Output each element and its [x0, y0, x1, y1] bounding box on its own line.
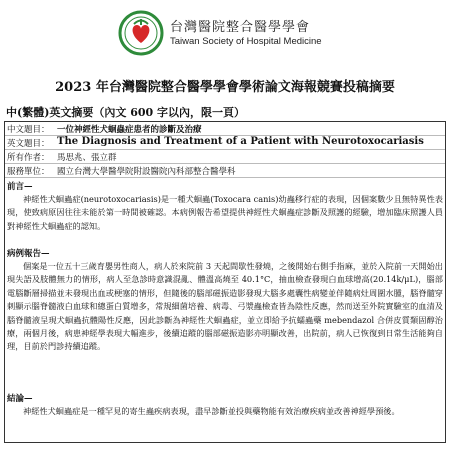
authors-row: [5, 150, 445, 164]
org-name-zh: 台灣醫院整合醫學學會: [170, 20, 311, 35]
case-heading: 病例報告—: [7, 249, 50, 259]
conclusion-paragraph: 神經性犬蛔蟲症是一種罕見的寄生蟲疾病表現，盡早診斷並投與藥物能有效治療疾病並改善神經學預後。: [23, 406, 400, 416]
institution-row: [5, 164, 445, 178]
institution-label: 服務單位：: [7, 167, 50, 177]
zh-title-value: 一位神經性犬蛔蟲症患者的診斷及治療: [57, 125, 202, 135]
society-header: [118, 10, 358, 56]
abstract-form: [4, 121, 446, 443]
conclusion-heading: 結論—: [7, 394, 33, 404]
document-subtitle: 中(繁體)英文摘要（內文 600 字以內，限一頁）: [6, 106, 246, 119]
society-logo-icon: [118, 10, 164, 56]
en-title-label: 英文題目：: [7, 139, 50, 149]
org-name-en: Taiwan Society of Hospital Medicine: [170, 36, 322, 47]
authors-label: 所有作者：: [7, 153, 50, 163]
en-title-row: [5, 136, 445, 150]
institution-value: 國立台灣大學醫學院附設醫院內科部整合醫學科: [57, 167, 236, 177]
preface-heading: 前言—: [7, 182, 33, 192]
authors-value: 馬思兆、張立群: [57, 153, 117, 163]
zh-title-row: [5, 122, 445, 136]
preface-paragraph: 神經性犬蛔蟲症(neurotoxocariasis)是一種犬蛔蟲(Toxocara canis)幼蟲移行症的表現，因個案數少且無特異性表現，使致病原因往往未能於第一時間被確認。本病例報告希望提供神經性犬蛔蟲症診斷及照護的經驗，增加臨床照護人員對神經性犬蛔蟲症的認知。: [7, 194, 443, 231]
case-paragraph: 個案是一位五十三歲育嬰男性商人，病人於來院前 3 天起間歇性發燒，之後開始右側手指麻，並於入院前一天開始出現失語及肢體無力的情形，病人至急診時意識混亂、體溫高燒至 40.1°C，抽血檢查發現白血球增高(20.14k/μL)，腦部電腦斷層掃描並未發現出血或梗塞的情形，但隨後的腦部磁振造影發現大腦多處囊性病變並伴隨病灶周圍水腫，腦脊髓穿刺顯示腦脊髓液白血球和總蛋白質增多，常規細菌培養、病毒、弓漿蟲檢查皆為陰性反應，然而送至外院實驗室的血清及腦脊髓液呈現犬蛔蟲抗體陽性反應，因此診斷為神經性犬蛔蟲症，並立即給予抗蠕蟲藥 mebendazol 合併皮質類固醇治療，兩個月後，病患神經學表現大幅進步，後續追蹤的腦部磁振造影亦明顯改善，出院前，病人已恢復到日常生活能夠自理，目前於門診持續追蹤。: [7, 261, 443, 352]
document-title: 2023 年台灣醫院整合醫學學會學術論文海報競賽投稿摘要: [55, 80, 395, 95]
zh-title-label: 中文題目：: [7, 125, 50, 135]
en-title-value: The Diagnosis and Treatment of a Patient with Neurotoxocariasis: [57, 136, 424, 147]
